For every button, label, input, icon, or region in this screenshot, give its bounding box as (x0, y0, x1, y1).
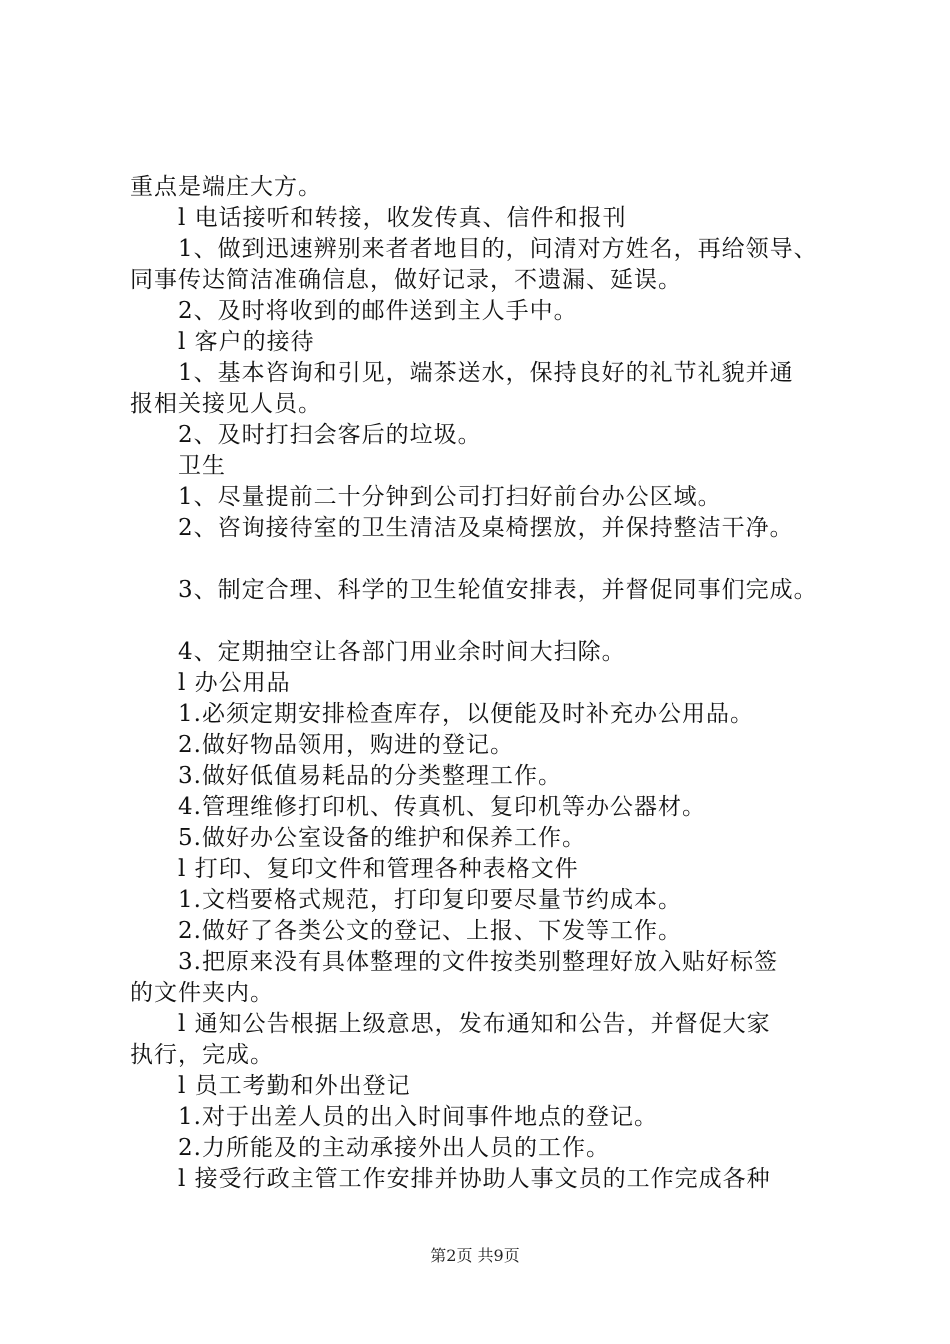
text-line: 2、及时打扫会客后的垃圾。 (178, 422, 482, 448)
section-heading-phone: l 电话接听和转接，收发传真、信件和报刊 (178, 205, 627, 231)
text-line: 2、及时将收到的邮件送到主人手中。 (178, 298, 578, 324)
text-line: 1.必须定期安排检查库存，以便能及时补充办公用品。 (178, 701, 754, 727)
section-heading-attendance: l 员工考勤和外出登记 (178, 1073, 411, 1099)
text-line: 1、尽量提前二十分钟到公司打扫好前台办公区域。 (178, 484, 722, 510)
page-number-footer: 第2页 共9页 (430, 1246, 520, 1265)
text-line: 报相关接见人员。 (130, 391, 322, 417)
text-line: 重点是端庄大方。 (130, 174, 322, 200)
section-heading-notice: l 通知公告根据上级意思，发布通知和公告，并督促大家 (178, 1011, 771, 1037)
section-heading-hygiene: 卫生 (178, 453, 226, 479)
text-line: 1.对于出差人员的出入时间事件地点的登记。 (178, 1104, 658, 1130)
text-line: 2.力所能及的主动承接外出人员的工作。 (178, 1135, 610, 1161)
section-heading-admin-tasks: l 接受行政主管工作安排并协助人事文员的工作完成各种 (178, 1166, 771, 1192)
text-line: 1.文档要格式规范，打印复印要尽量节约成本。 (178, 887, 682, 913)
document-body (130, 172, 850, 1195)
text-line: 的文件夹内。 (130, 980, 274, 1006)
text-line: 3.做好低值易耗品的分类整理工作。 (178, 763, 562, 789)
blank-line (130, 606, 850, 637)
text-line: 3.把原来没有具体整理的文件按类别整理好放入贴好标签 (178, 949, 778, 975)
text-line: 1、基本咨询和引见，端茶送水，保持良好的礼节礼貌并通 (178, 360, 794, 386)
text-line: 2、咨询接待室的卫生清洁及桌椅摆放，并保持整洁干净。 (178, 515, 794, 541)
section-heading-office-supplies: l 办公用品 (178, 670, 291, 696)
text-line: 执行，完成。 (130, 1042, 274, 1068)
text-line: 1、做到迅速辨别来者者地目的，问清对方姓名，再给领导、 (178, 236, 818, 262)
text-line: 2.做好了各类公文的登记、上报、下发等工作。 (178, 918, 682, 944)
section-heading-printing: l 打印、复印文件和管理各种表格文件 (178, 856, 579, 882)
section-heading-reception: l 客户的接待 (178, 329, 315, 355)
text-line: 2.做好物品领用，购进的登记。 (178, 732, 514, 758)
text-line: 3、制定合理、科学的卫生轮值安排表，并督促同事们完成。 (178, 577, 818, 603)
blank-line (130, 544, 850, 575)
text-line: 4、定期抽空让各部门用业余时间大扫除。 (178, 639, 626, 665)
text-line: 4.管理维修打印机、传真机、复印机等办公器材。 (178, 794, 706, 820)
text-line: 5.做好办公室设备的维护和保养工作。 (178, 825, 586, 851)
text-line: 同事传达简洁准确信息，做好记录，不遗漏、延误。 (130, 267, 682, 293)
